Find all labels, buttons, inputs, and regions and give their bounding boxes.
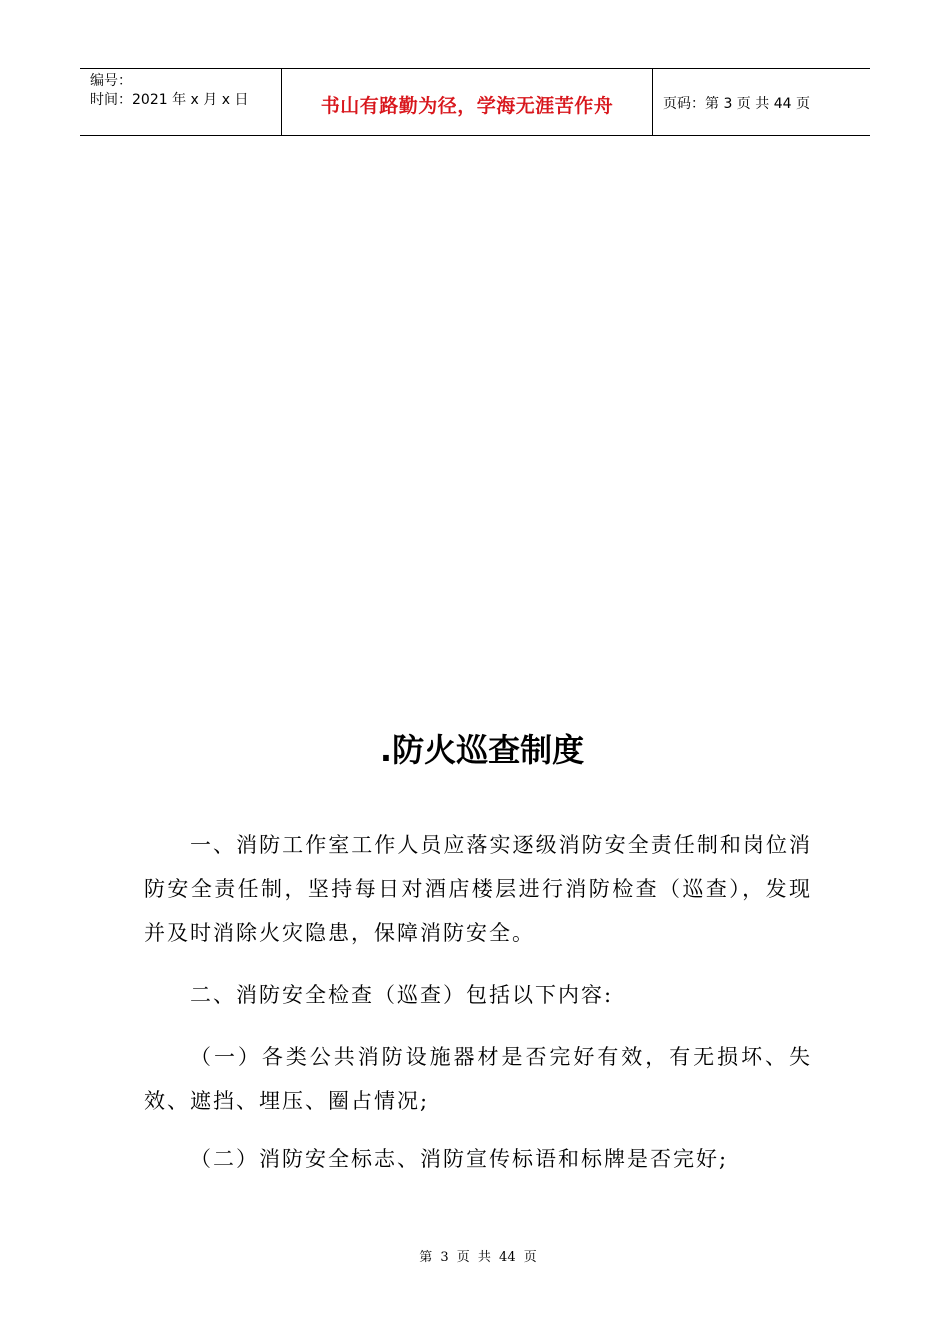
document-title: .防火巡查制度 [379, 731, 585, 769]
date-label: 时间：2021 年 x 月 x 日 [90, 92, 249, 108]
paragraph: （一）各类公共消防设施器材是否完好有效，有无损坏、失效、遮挡、埋压、圈占情况; [144, 1045, 812, 1113]
paragraph: 一、消防工作室工作人员应落实逐级消防安全责任制和岗位消防安全责任制，坚持每日对酒店楼层进行消防检查（巡查），发现并及时消除火灾隐患，保障消防安全。 [144, 833, 812, 945]
paragraph: （二）消防安全标志、消防宣传标语和标牌是否完好; [190, 1147, 729, 1171]
header-page-info: 页码：第 3 页 共 44 页 [663, 96, 810, 112]
number-label: 编号： [90, 73, 132, 89]
header-motto: 书山有路勤为径，学海无涯苦作舟 [282, 69, 653, 135]
page-footer: 第 3 页 共 44 页 [419, 1250, 537, 1265]
header-meta-cell [80, 69, 282, 135]
document-body [144, 823, 812, 1199]
document-header [80, 68, 870, 136]
paragraph: 二、消防安全检查（巡查）包括以下内容: [190, 983, 614, 1007]
